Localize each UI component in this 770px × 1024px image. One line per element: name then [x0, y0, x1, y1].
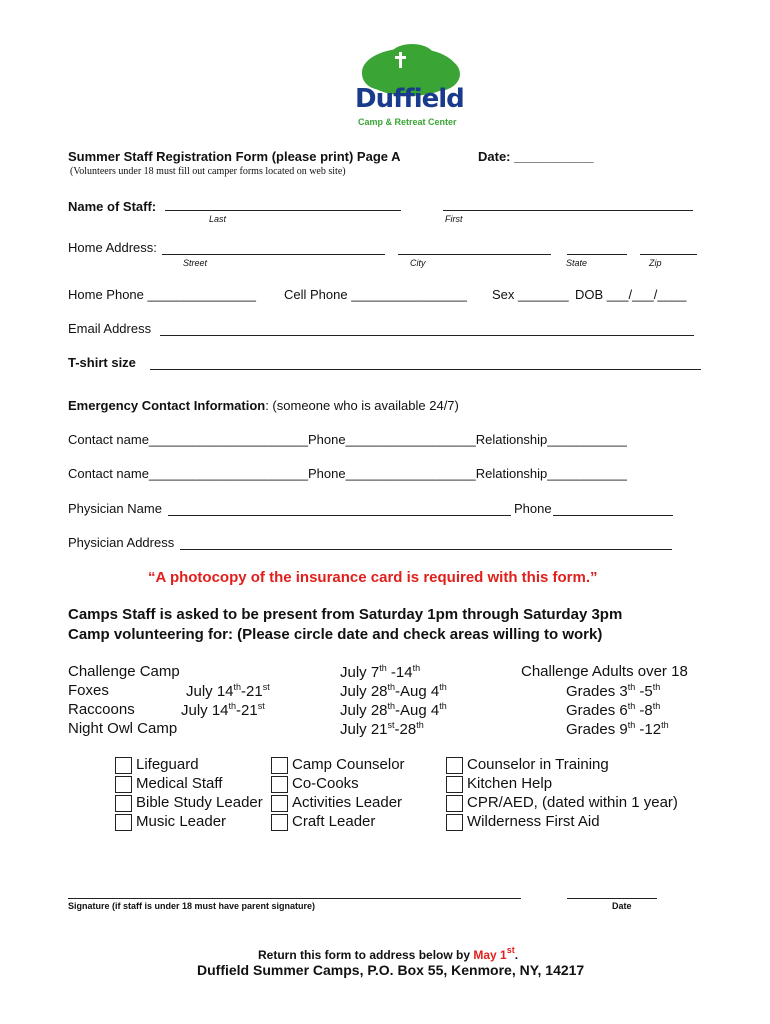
email-label: Email Address [68, 321, 152, 336]
camp-counselor-label: Camp Counselor [292, 756, 405, 773]
camp-challenge[interactable]: Challenge Camp [68, 663, 180, 680]
insurance-notice: “A photocopy of the insurance card is required with this form.” [148, 569, 598, 586]
date-option-2[interactable]: July 28th-Aug 4th [340, 682, 447, 700]
mailing-address: Duffield Summer Camps, P.O. Box 55, Kenmore, NY, 14217 [197, 962, 585, 978]
kitchen-help-checkbox[interactable] [446, 776, 463, 793]
foxes-date[interactable]: July 14th-21st [186, 682, 270, 700]
counselor-in-training-checkbox[interactable] [446, 757, 463, 774]
date-option-1[interactable]: July 7th -14th [340, 663, 421, 681]
activities-leader-label: Activities Leader [292, 794, 403, 811]
logo-name: Duffield [355, 84, 464, 114]
tshirt-line[interactable] [150, 369, 701, 370]
dob-field[interactable]: DOB ___/___/____ [575, 287, 687, 302]
kitchen-help-label: Kitchen Help [467, 775, 553, 792]
signature-date-line[interactable] [567, 898, 657, 899]
signature-line[interactable] [68, 898, 521, 899]
first-caption: First [445, 214, 463, 224]
music-leader-checkbox[interactable] [115, 814, 132, 831]
return-instructions: Return this form to address below by May 1st. [258, 945, 519, 962]
street-line[interactable] [162, 254, 385, 255]
last-caption: Last [209, 214, 227, 224]
physician-phone-line[interactable] [553, 515, 673, 516]
music-leader-label: Music Leader [136, 813, 227, 830]
emergency-heading: Emergency Contact Information: (someone who is available 24/7) [68, 398, 459, 413]
city-line[interactable] [398, 254, 551, 255]
camp-night-owl[interactable]: Night Owl Camp [68, 720, 178, 737]
email-line[interactable] [160, 335, 694, 336]
camp-raccoons[interactable]: Raccoons [68, 701, 135, 718]
cpr-aed-label: CPR/AED, (dated within 1 year) [467, 794, 678, 811]
cpr-aed-checkbox[interactable] [446, 795, 463, 812]
zip-line[interactable] [640, 254, 697, 255]
medical-staff-label: Medical Staff [136, 775, 223, 792]
camp-foxes[interactable]: Foxes [68, 682, 109, 699]
city-caption: City [410, 258, 426, 268]
state-line[interactable] [567, 254, 627, 255]
camp-counselor-checkbox[interactable] [271, 757, 288, 774]
cell-phone-field[interactable]: Cell Phone ________________ [284, 287, 467, 302]
contact-row-1[interactable]: Contact name______________________Phone__________________Relationship___________ [68, 432, 627, 447]
raccoons-date[interactable]: July 14th-21st [181, 701, 265, 719]
co-cooks-checkbox[interactable] [271, 776, 288, 793]
logo [352, 44, 467, 130]
co-cooks-label: Co-Cooks [292, 775, 359, 792]
craft-leader-label: Craft Leader [292, 813, 376, 830]
state-caption: State [566, 258, 588, 268]
physician-address-line[interactable] [180, 549, 672, 550]
bible-study-leader-checkbox[interactable] [115, 795, 132, 812]
name-label: Name of Staff: [68, 199, 157, 214]
logo-subtitle: Camp & Retreat Center [358, 117, 457, 127]
signature-date-label: Date [612, 901, 632, 911]
date-field[interactable]: Date: ___________ [478, 149, 594, 164]
lifeguard-label: Lifeguard [136, 756, 199, 773]
physician-name-label: Physician Name [68, 501, 162, 516]
grades-option-3[interactable]: Grades 9th -12th [566, 720, 669, 738]
date-option-4[interactable]: July 21st-28th [340, 720, 424, 738]
address-label: Home Address: [68, 240, 157, 255]
medical-staff-checkbox[interactable] [115, 776, 132, 793]
last-name-line[interactable] [165, 210, 401, 211]
wilderness-first-aid-label: Wilderness First Aid [467, 813, 600, 830]
physician-phone-label: Phone [514, 501, 552, 516]
grades-option-2[interactable]: Grades 6th -8th [566, 701, 661, 719]
form-title: Summer Staff Registration Form (please print) Page A [68, 149, 401, 164]
contact-row-2[interactable]: Contact name______________________Phone__________________Relationship___________ [68, 466, 627, 481]
physician-name-line[interactable] [168, 515, 511, 516]
wilderness-first-aid-checkbox[interactable] [446, 814, 463, 831]
volunteer-note: (Volunteers under 18 must fill out camper forms located on web site) [70, 166, 346, 177]
street-caption: Street [183, 258, 208, 268]
lifeguard-checkbox[interactable] [115, 757, 132, 774]
home-phone-field[interactable]: Home Phone _______________ [68, 287, 256, 302]
date-option-3[interactable]: July 28th-Aug 4th [340, 701, 447, 719]
physician-address-label: Physician Address [68, 535, 175, 550]
first-name-line[interactable] [443, 210, 693, 211]
sex-field[interactable]: Sex _______ [492, 287, 569, 302]
challenge-adults-title[interactable]: Challenge Adults over 18 [521, 663, 688, 680]
grades-option-1[interactable]: Grades 3th -5th [566, 682, 661, 700]
craft-leader-checkbox[interactable] [271, 814, 288, 831]
camps-schedule-line: Camps Staff is asked to be present from Saturday 1pm through Saturday 3pm [68, 606, 623, 623]
camps-instructions-line: Camp volunteering for: (Please circle date and check areas willing to work) [68, 626, 603, 643]
tshirt-label: T-shirt size [68, 355, 136, 370]
bible-study-leader-label: Bible Study Leader [136, 794, 263, 811]
signature-label: Signature (if staff is under 18 must have parent signature) [68, 901, 316, 911]
activities-leader-checkbox[interactable] [271, 795, 288, 812]
zip-caption: Zip [649, 258, 662, 268]
counselor-in-training-label: Counselor in Training [467, 756, 609, 773]
